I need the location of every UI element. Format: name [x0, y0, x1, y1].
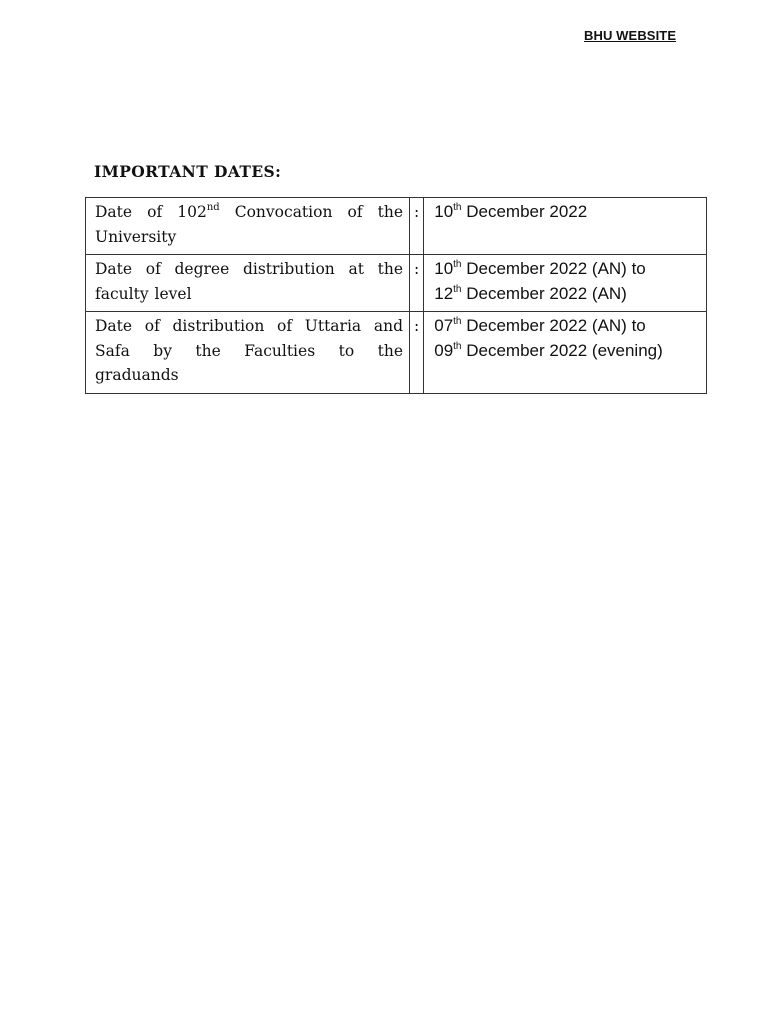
date-label-cell	[86, 198, 410, 255]
date-day: 12	[434, 283, 454, 303]
date-value-cell	[424, 198, 707, 255]
date-rest: December 2022 (AN) to	[461, 259, 646, 278]
date-value-cell	[424, 312, 707, 394]
table-row	[86, 255, 707, 312]
label-text: Date of degree distribution at the faculty level	[95, 260, 403, 303]
ordinal-suffix: th	[453, 316, 462, 327]
ordinal-suffix: th	[453, 283, 462, 295]
section-heading: IMPORTANT DATES:	[94, 162, 282, 181]
date-value-line	[434, 314, 700, 339]
date-day: 10	[434, 202, 454, 221]
date-label-cell	[86, 255, 410, 312]
table-row	[86, 312, 707, 394]
date-value-cell	[424, 255, 707, 312]
ordinal-suffix: th	[453, 340, 462, 352]
separator-cell	[410, 255, 424, 312]
label-text: Date of 102	[95, 203, 207, 221]
separator-colon: :	[414, 260, 420, 278]
important-dates-table	[85, 197, 707, 394]
date-label-cell	[86, 312, 410, 394]
date-value-line	[434, 282, 700, 307]
header-tag: BHU WEBSITE	[584, 28, 677, 43]
date-day: 10	[434, 259, 454, 278]
date-value-line	[434, 257, 700, 282]
separator-colon: :	[414, 203, 420, 221]
label-text: Date of distribution of Uttaria and Safa by the Faculties to the graduands	[95, 317, 403, 384]
ordinal-suffix: nd	[206, 202, 220, 213]
separator-colon: :	[414, 317, 420, 335]
date-rest: December 2022 (AN)	[461, 283, 627, 303]
label-text: Convocation of the University	[95, 203, 403, 246]
date-rest: December 2022 (evening)	[461, 340, 663, 360]
date-rest: December 2022 (AN) to	[461, 316, 646, 335]
date-value-line	[434, 339, 700, 364]
date-value-line	[434, 200, 700, 225]
date-rest: December 2022	[461, 202, 588, 221]
date-day: 09	[434, 340, 454, 360]
separator-cell	[410, 198, 424, 255]
separator-cell	[410, 312, 424, 394]
ordinal-suffix: th	[453, 202, 462, 213]
table-row	[86, 198, 707, 255]
ordinal-suffix: th	[453, 259, 462, 270]
date-day: 07	[434, 316, 454, 335]
